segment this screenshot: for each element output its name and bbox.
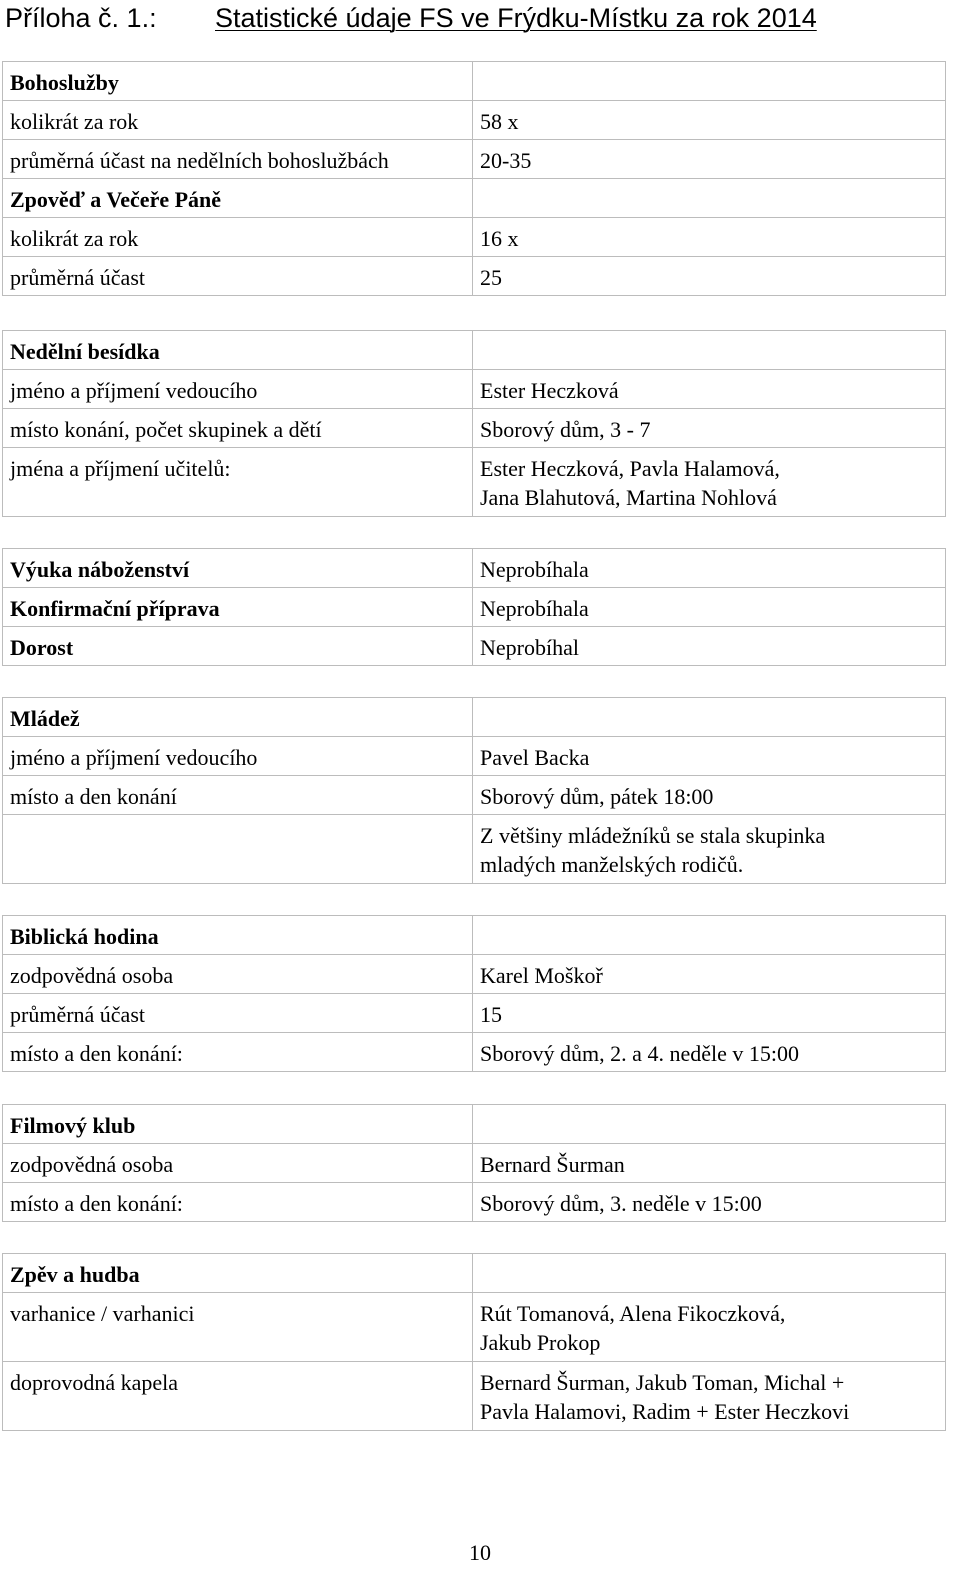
page-header: [5, 0, 817, 36]
value-line: Jana Blahutová, Martina Nohlová: [480, 485, 777, 510]
section-header-row: [3, 1254, 946, 1293]
row-value: Neprobíhala: [473, 588, 946, 627]
table-row: [3, 955, 946, 994]
row-value: Karel Moškoř: [473, 955, 946, 994]
row-value: [473, 1362, 946, 1431]
table-row: [3, 257, 946, 296]
attachment-label: Příloha č. 1.:: [5, 3, 157, 33]
table-vyuka: [2, 548, 946, 666]
row-value: 25: [473, 257, 946, 296]
page-number: 10: [469, 1540, 491, 1565]
value-line: Z většiny mládežníků se stala skupinka: [480, 823, 826, 848]
row-value: Ester Heczková: [473, 370, 946, 409]
table-row: [3, 737, 946, 776]
table-row: [3, 588, 946, 627]
table-row: [3, 1183, 946, 1222]
row-label: místo a den konání: [3, 776, 473, 815]
table-row: [3, 218, 946, 257]
table-zpev-a-hudba: [2, 1253, 946, 1431]
row-value: Neprobíhal: [473, 627, 946, 666]
row-label: zodpovědná osoba: [3, 1144, 473, 1183]
row-label: zodpovědná osoba: [3, 955, 473, 994]
section-header-row: [3, 916, 946, 955]
value-line: mladých manželských rodičů.: [480, 852, 744, 877]
section-title: Bohoslužby: [3, 62, 473, 101]
row-label: doprovodná kapela: [3, 1362, 473, 1431]
value-line: Bernard Šurman, Jakub Toman, Michal +: [480, 1370, 845, 1395]
row-value: Pavel Backa: [473, 737, 946, 776]
row-value: Neprobíhala: [473, 549, 946, 588]
table-row: [3, 1033, 946, 1072]
row-value: Sborový dům, 3. neděle v 15:00: [473, 1183, 946, 1222]
table-row: [3, 448, 946, 517]
section-header-row: [3, 62, 946, 101]
row-value: [473, 1293, 946, 1362]
table-row: [3, 627, 946, 666]
section-title: Filmový klub: [3, 1105, 473, 1144]
value-line: Jakub Prokop: [480, 1330, 601, 1355]
table-bohosluzby: [2, 61, 946, 296]
row-label: kolikrát za rok: [3, 101, 473, 140]
table-row: [3, 1293, 946, 1362]
row-value: 15: [473, 994, 946, 1033]
section-title: Mládež: [3, 698, 473, 737]
row-label: [3, 815, 473, 884]
page-title: Statistické údaje FS ve Frýdku-Místku za rok 2014: [215, 3, 817, 33]
table-row: [3, 101, 946, 140]
row-label: průměrná účast: [3, 994, 473, 1033]
row-label: průměrná účast: [3, 257, 473, 296]
row-value: 20-35: [473, 140, 946, 179]
section-header-row: [3, 698, 946, 737]
row-label: Konfirmační příprava: [3, 588, 473, 627]
row-value: 16 x: [473, 218, 946, 257]
table-row: [3, 1144, 946, 1183]
section-title: Biblická hodina: [3, 916, 473, 955]
row-value: [473, 448, 946, 517]
value-line: Ester Heczková, Pavla Halamová,: [480, 456, 780, 481]
row-label: kolikrát za rok: [3, 218, 473, 257]
row-label: jméno a příjmení vedoucího: [3, 737, 473, 776]
row-value: 58 x: [473, 101, 946, 140]
table-mladez: [2, 697, 946, 884]
value-line: Rút Tomanová, Alena Fikoczková,: [480, 1301, 786, 1326]
section-header-row: [3, 331, 946, 370]
table-biblicka: [2, 915, 946, 1072]
table-filmovy-klub: [2, 1104, 946, 1222]
section-title: Nedělní besídka: [3, 331, 473, 370]
table-row: [3, 549, 946, 588]
table-row: [3, 140, 946, 179]
section-header-row: [3, 1105, 946, 1144]
row-label: Výuka náboženství: [3, 549, 473, 588]
row-label: jména a příjmení učitelů:: [3, 448, 473, 517]
section-title: Zpěv a hudba: [3, 1254, 473, 1293]
row-label: průměrná účast na nedělních bohoslužbách: [3, 140, 473, 179]
row-label: varhanice / varhanici: [3, 1293, 473, 1362]
value-line: Pavla Halamovi, Radim + Ester Heczkovi: [480, 1399, 850, 1424]
row-label: místo konání, počet skupinek a dětí: [3, 409, 473, 448]
section-header-row: [3, 179, 946, 218]
row-label: Dorost: [3, 627, 473, 666]
row-label: místo a den konání:: [3, 1183, 473, 1222]
row-value: Sborový dům, pátek 18:00: [473, 776, 946, 815]
table-row: [3, 1362, 946, 1431]
table-row: [3, 776, 946, 815]
table-row: [3, 370, 946, 409]
section-title: Zpověď a Večeře Páně: [3, 179, 473, 218]
row-value: Sborový dům, 2. a 4. neděle v 15:00: [473, 1033, 946, 1072]
table-besidka: [2, 330, 946, 517]
row-value: [473, 815, 946, 884]
table-row: [3, 815, 946, 884]
row-value: Sborový dům, 3 - 7: [473, 409, 946, 448]
table-row: [3, 994, 946, 1033]
row-value: Bernard Šurman: [473, 1144, 946, 1183]
table-row: [3, 409, 946, 448]
row-label: místo a den konání:: [3, 1033, 473, 1072]
row-label: jméno a příjmení vedoucího: [3, 370, 473, 409]
